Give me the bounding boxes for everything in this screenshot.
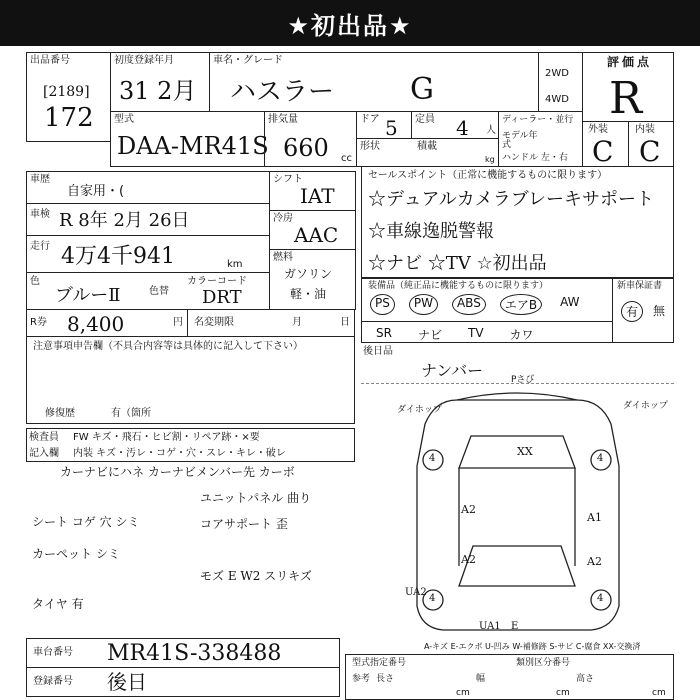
exterior-label: 外装 <box>588 124 608 135</box>
width-label: 幅 <box>476 674 486 684</box>
tire-mark-rr: 4 <box>597 593 604 604</box>
mark-xx: XX <box>517 445 533 458</box>
car-damage-diagram <box>361 376 674 638</box>
lot-box <box>26 52 111 142</box>
warranty-box <box>612 278 674 343</box>
doors-value: 5 <box>385 116 398 140</box>
ac-value: AAC <box>294 223 339 247</box>
paint-label: 色替 <box>149 286 169 297</box>
inspector-row1: FW キズ・飛石・ヒビ割・リペア跡・×要 <box>73 432 260 443</box>
equip-navi: ナビ <box>417 328 442 342</box>
ac-label: 冷房 <box>273 213 293 224</box>
equip-aw: AW <box>560 295 580 309</box>
exterior-cell <box>582 121 629 167</box>
interior-cell <box>628 121 674 167</box>
fuel-gasoline: ガソリン <box>284 267 333 281</box>
model-year-label: モデル年式 <box>502 131 538 150</box>
inspector-note-1: カーナビにハネ カーナビメンバー先 カーボ <box>60 465 295 479</box>
auction-title: ★初出品★ <box>287 11 413 40</box>
dealer-box <box>498 111 583 167</box>
aftermarket-label: 後日品 <box>363 346 393 357</box>
evaluation-box <box>582 52 674 167</box>
sales-points-box <box>361 166 674 278</box>
car-outline-svg <box>361 376 674 638</box>
recycle-row <box>26 309 188 337</box>
warranty-no: 無 <box>653 304 666 318</box>
month-unit: 月 <box>292 317 302 328</box>
equip-tv: TV <box>467 326 484 340</box>
warranty-label: 新車保証書 <box>617 281 663 291</box>
shift-box <box>269 171 356 211</box>
shape-label: 形状 <box>360 141 380 152</box>
sales-point-2: ☆車線逸脱警報 <box>368 221 494 242</box>
cm-unit-3: cm <box>652 688 666 698</box>
equipment-box <box>361 278 613 322</box>
cm-unit-1: cm <box>456 688 470 698</box>
chassis-label: 車台番号 <box>33 647 73 658</box>
kg-unit: kg <box>485 155 495 164</box>
dealer-label: ディーラー・並行 <box>502 115 574 125</box>
inspection-row <box>26 203 270 236</box>
model-name: ハスラー <box>230 77 335 107</box>
usage-row <box>26 171 270 204</box>
grade-value: G <box>410 72 434 107</box>
displacement-box <box>264 111 357 167</box>
diagram-right-label: ダイホップ <box>623 401 668 411</box>
inspection-label: 車検 <box>30 209 50 220</box>
inspector-row2: 内装 キズ・汚レ・コゲ・穴・スレ・キレ・破レ <box>73 448 286 459</box>
inspector-note-5: カーペット シミ <box>32 547 120 561</box>
warranty-yes: 有 <box>621 301 643 322</box>
color-row <box>26 272 270 310</box>
damage-legend: A-キズ E-エクボ U-凹み W-補修跡 S-サビ C-腐食 XX-交換済 <box>424 642 641 651</box>
registration-label: 登録番号 <box>33 676 73 687</box>
name-change-row <box>187 309 355 337</box>
mark-ua1: UA1 <box>479 621 501 632</box>
length-label: 長さ <box>376 674 395 684</box>
displacement-value: 660 <box>283 134 329 162</box>
ac-box <box>269 210 356 250</box>
first-reg-box <box>110 52 210 112</box>
type-class-label: 類別区分番号 <box>516 658 571 668</box>
equipment-row2 <box>361 321 613 343</box>
mark-a1: A1 <box>587 511 602 524</box>
aftermarket-value: ナンバー <box>421 361 484 380</box>
auction-title-bar <box>0 0 700 46</box>
name-change-label: 名変期限 <box>194 317 234 328</box>
evaluation-label: 評価点 <box>607 55 653 69</box>
yen-unit: 円 <box>173 317 183 328</box>
color-code-label: カラーコード <box>187 276 247 287</box>
doors-box <box>356 111 412 139</box>
equipment-label: 装備品（純正品に機能するものに限ります） <box>368 281 549 291</box>
fuel-box <box>269 249 356 310</box>
mark-a2-left: A2 <box>461 503 476 516</box>
type-designation-label: 型式指定番号 <box>352 658 407 668</box>
color-label: 色 <box>30 276 40 287</box>
mark-ua2: UA2 <box>405 587 427 598</box>
fuel-label: 燃料 <box>273 252 293 263</box>
day-unit: 日 <box>340 317 350 328</box>
equip-sr: SR <box>376 326 392 340</box>
mileage-label: 走行 <box>30 241 50 252</box>
mileage-row <box>26 235 270 273</box>
evaluation-score: R <box>609 73 643 124</box>
mark-e: E <box>511 621 519 632</box>
inspection-value: R 8年 2月 26日 <box>59 210 190 231</box>
sales-points-label: セールスポイント（正常に機能するものに限ります） <box>368 170 608 181</box>
inspector-notes-area <box>26 462 355 632</box>
lot-label: 出品番号 <box>30 55 70 66</box>
tire-mark-fr: 4 <box>597 453 604 464</box>
interior-label: 内装 <box>635 124 655 135</box>
repair-history-label: 修復歴 <box>45 408 75 419</box>
registration-row <box>26 667 340 697</box>
usage-label: 車歴 <box>30 174 50 185</box>
sales-point-1: ☆デュアルカメラブレーキサポート <box>368 189 655 210</box>
recycle-value: 8,400 <box>67 312 125 336</box>
registration-value: 後日 <box>107 670 147 694</box>
inspector-label: 検査員 <box>29 432 59 443</box>
inspector-note-7: タイヤ 有 <box>32 597 84 611</box>
ref-label: 参考 <box>352 674 371 684</box>
diagram-top-label: Pさび <box>511 375 535 385</box>
inspector-note-6: モズ E W2 スリキズ <box>200 569 312 583</box>
shape-box <box>356 138 499 167</box>
model-box <box>209 52 539 112</box>
auction-sheet <box>0 46 700 700</box>
mileage-value: 4万4千941 <box>61 244 175 269</box>
drive-2wd: 2WD <box>545 68 569 79</box>
inspector-note-2: ユニットパネル 曲り <box>200 491 312 505</box>
fuel-diesel: 軽・油 <box>290 287 327 301</box>
shift-value: IAT <box>300 184 335 208</box>
cc-unit: cc <box>341 153 352 164</box>
notes-box <box>26 336 355 424</box>
type-label: 型式 <box>114 114 134 125</box>
km-unit: km <box>227 259 243 270</box>
color-code-value: DRT <box>202 287 242 308</box>
displacement-label: 排気量 <box>268 114 298 125</box>
mark-a2-center: A2 <box>461 553 476 566</box>
chassis-value: MR41S-338488 <box>107 641 282 666</box>
lot-code: [2189] <box>43 84 90 100</box>
equip-airbag: エアB <box>500 294 542 315</box>
load-label: 積載 <box>417 141 437 152</box>
equip-ps: PS <box>370 294 395 315</box>
first-reg-value: 31 2月 <box>119 77 197 105</box>
drive-box <box>538 52 583 112</box>
person-unit: 人 <box>486 125 496 136</box>
type-box <box>110 111 269 167</box>
mark-a2-right: A2 <box>587 555 602 568</box>
chassis-row <box>26 638 340 668</box>
equip-abs: ABS <box>452 294 486 315</box>
sales-point-3: ☆ナビ ☆TV ☆初出品 <box>368 253 547 274</box>
color-value: ブルーⅡ <box>55 285 121 306</box>
handle-label: ハンドル 左・右 <box>502 153 568 163</box>
interior-grade: C <box>639 135 661 168</box>
inspector-note-4: コアサポート 歪 <box>200 517 288 531</box>
tire-mark-rl: 4 <box>429 593 436 604</box>
spec-box <box>345 654 674 700</box>
notes-label: 注意事項申告欄（不具合内容等は具体的に記入して下さい） <box>33 341 303 352</box>
equip-pw: PW <box>409 294 438 315</box>
diagram-left-label: ダイホップ <box>397 405 442 415</box>
height-label: 高さ <box>576 674 595 684</box>
type-value: DAA-MR41S <box>117 132 269 160</box>
capacity-label: 定員 <box>415 114 435 125</box>
exterior-grade: C <box>592 135 614 168</box>
model-label: 車名・グレード <box>213 55 283 66</box>
usage-value: 自家用・( <box>67 184 125 199</box>
capacity-box <box>411 111 499 139</box>
inspector-note-3: シート コゲ 穴 シミ <box>32 515 140 529</box>
repair-history-value: 有（箇所 <box>111 408 151 419</box>
inspector-field-label: 記入欄 <box>29 448 59 459</box>
drive-4wd: 4WD <box>545 94 569 105</box>
doors-label: ドア <box>360 114 380 125</box>
inspector-box <box>26 428 355 462</box>
first-reg-label: 初度登録年月 <box>114 55 174 66</box>
shift-label: シフト <box>273 174 303 185</box>
lot-number: 172 <box>44 103 94 133</box>
tire-mark-fl: 4 <box>429 453 436 464</box>
capacity-value: 4 <box>456 116 469 140</box>
cm-unit-2: cm <box>556 688 570 698</box>
equip-leather: カワ <box>509 328 534 342</box>
recycle-label: R券 <box>30 317 47 328</box>
